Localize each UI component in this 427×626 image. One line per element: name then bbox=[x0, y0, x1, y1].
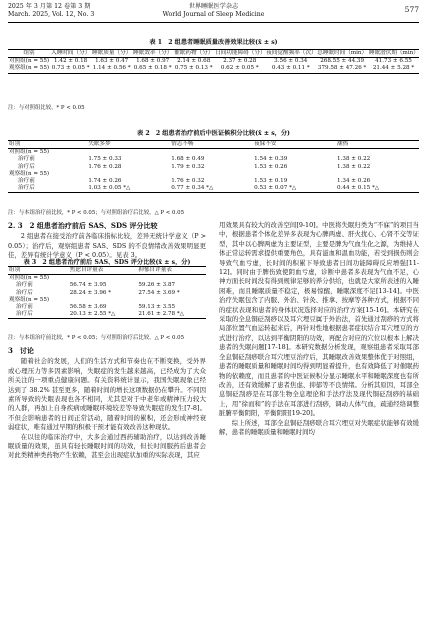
table2-cell bbox=[336, 149, 419, 157]
table2-cell: 1.34 ± 0.26 bbox=[337, 178, 371, 185]
discussion-para-1: 随着社会的发展，人们的生活方式和节奏也在不断变换，受外界或心理压力等多因素影响，失眠症的发生越来越高，已经成为了大众所关注的一项重点健康问题。有关资料统计显示，我国失眠现象已经达到了 38.2% 甚至更多，随着时间的增长这项数据仍在攀升。不同因素所导致的失眠表现也各不相同，尤其是对于中老年或精神压力较大的人群，再加上自身疾病或睡眠环境较差等导致失眠症的发生[7-8]。不但会影响患者的日间正常活动，随着时间的累积，还会形成神经衰弱症状，唯有通过早期的积极干预才能有效改善这种现状。 bbox=[8, 357, 206, 432]
table3-header-1: 焦虑自评量表 bbox=[69, 267, 104, 273]
journal-title bbox=[8, 3, 419, 19]
table2 bbox=[8, 140, 419, 193]
table2-cell bbox=[87, 171, 170, 178]
table2-header-3: 夜寐不安 bbox=[254, 141, 277, 147]
table2-cell: 0.44 ± 0.15 *△ bbox=[337, 185, 380, 192]
table2-group-label: 对照组(n = 55) bbox=[9, 149, 50, 156]
table-row bbox=[8, 58, 419, 66]
table-row bbox=[8, 311, 206, 319]
page-number: 577 bbox=[404, 5, 419, 14]
table2-header-1: 失眠多梦 bbox=[88, 141, 111, 147]
table2-header-2: 情志不畅 bbox=[171, 141, 194, 147]
table3-cell: 20.13 ± 2.55 *△ bbox=[69, 311, 116, 318]
table2-cell: 1.79 ± 0.32 bbox=[171, 163, 205, 170]
table2-cell: 1.38 ± 0.22 bbox=[337, 156, 371, 163]
table3-header-2: 抑郁自评量表 bbox=[138, 267, 172, 273]
table2-cell bbox=[253, 171, 336, 178]
table3-cell: 治疗后 bbox=[16, 311, 33, 318]
table3-cell bbox=[137, 297, 206, 304]
table2-cell bbox=[170, 171, 253, 178]
table1-header-1: 入睡时间（分） bbox=[51, 50, 91, 56]
section-2-3-text: 2 组患者在接受治疗前各临床指标比较，差异无统计学意义（P > 0.05）；治疗后，观察组患者 SAS、SDS 的不良情绪改善效果明显更佳，差异有统计学意义（P < 0.05）。见表 3。 bbox=[8, 232, 206, 260]
table-row bbox=[8, 178, 419, 185]
table3-cell bbox=[69, 275, 138, 283]
table1-header-2: 睡眠质量（分） bbox=[92, 50, 132, 56]
table1-cell: 21.44 ± 5.28 * bbox=[372, 65, 415, 72]
table3-group-label: 对照组(n = 55) bbox=[9, 275, 50, 282]
table1-cell: 1.14 ± 0.56 * bbox=[92, 65, 131, 72]
table2-cell: 治疗后 bbox=[18, 185, 35, 192]
table2-caption: 表 2 2 组患者治疗前后中医证候积分比较(x̄ ± s，分) bbox=[136, 130, 290, 137]
group-row bbox=[8, 149, 419, 157]
table2-cell: 治疗后 bbox=[18, 163, 35, 170]
table1-cell: 1.63 ± 0.47 bbox=[95, 58, 129, 65]
table1-cell: 2.37 ± 0.28 bbox=[223, 58, 257, 65]
table2-header-4: 潮热 bbox=[337, 141, 349, 147]
right-column bbox=[219, 221, 419, 437]
table3-cell: 27.54 ± 3.69 * bbox=[138, 289, 180, 296]
table2-cell bbox=[170, 149, 253, 157]
table1-cell: 268.55 ± 44.39 bbox=[320, 58, 365, 65]
table1-cell: 0.65 ± 0.18 * bbox=[133, 65, 172, 72]
table2-cell: 1.68 ± 0.49 bbox=[171, 156, 205, 163]
table-row bbox=[8, 156, 419, 163]
issue-en: March. 2025, Vol. 12, No. 3 bbox=[8, 11, 95, 18]
discussion-title: 3 讨论 bbox=[8, 346, 34, 355]
group-row bbox=[8, 171, 419, 178]
table-row bbox=[8, 65, 419, 73]
table2-cell: 1.74 ± 0.26 bbox=[88, 178, 122, 185]
table2-cell: 1.53 ± 0.19 bbox=[254, 178, 288, 185]
table-row bbox=[8, 185, 419, 193]
table2-cell: 1.03 ± 0.05 *△ bbox=[88, 185, 131, 192]
table3-caption: 表 3 2 组患者治疗前后 SAS、SDS 评分比较(x̄ ± s，分) bbox=[23, 259, 191, 266]
journal-title-en: World Journal of Sleep Medicine bbox=[162, 11, 265, 18]
table1-header-3: 睡眠效率（分） bbox=[133, 50, 173, 56]
table1-cell: 对照组(n = 55) bbox=[9, 58, 50, 65]
issue-cn: 2025 年 3 月第 12 卷第 3 期 bbox=[8, 3, 91, 10]
table3-cell: 59.26 ± 3.87 bbox=[138, 282, 176, 289]
table1-cell: 2.14 ± 0.68 bbox=[177, 58, 211, 65]
table2-cell: 1.76 ± 0.28 bbox=[88, 163, 122, 170]
table2-group-label: 观察组(n = 55) bbox=[9, 170, 50, 177]
table1-cell: 1.42 ± 0.18 bbox=[54, 58, 88, 65]
table3-cell: 治疗前 bbox=[16, 282, 33, 289]
table3-cell bbox=[137, 275, 206, 283]
left-column bbox=[8, 221, 206, 261]
table2-cell: 1.76 ± 0.32 bbox=[171, 178, 205, 185]
table3-header-0: 组别 bbox=[9, 267, 21, 273]
header-rule bbox=[8, 22, 419, 23]
table1-cell: 1.68 ± 0.97 bbox=[136, 58, 170, 65]
table1-cell: 0.75 ± 0.13 * bbox=[174, 65, 213, 72]
table1-caption: 表 1 2 组患者睡眠质量改善效果比较(x̄ ± s) bbox=[149, 39, 278, 46]
table3-cell: 治疗前 bbox=[16, 304, 33, 311]
group-row bbox=[8, 275, 206, 283]
table3-cell: 治疗后 bbox=[16, 289, 33, 296]
table1-header-7: 总睡眠时间（min） bbox=[317, 50, 368, 56]
table2-cell: 1.54 ± 0.39 bbox=[254, 156, 288, 163]
table2-cell bbox=[87, 149, 170, 157]
table2-cell: 1.75 ± 0.33 bbox=[88, 156, 122, 163]
table2-cell: 1.53 ± 0.26 bbox=[254, 163, 288, 170]
table-row bbox=[8, 290, 206, 297]
table3-note: 注：与本组治疗前比较，* P < 0.05；与对照组治疗后比较，△ P < 0.05 bbox=[8, 335, 185, 341]
table2-cell: 1.38 ± 0.22 bbox=[337, 163, 371, 170]
section-2-3-title: 2. 3 2 组患者治疗前后 SAS、SDS 评分比较 bbox=[8, 221, 158, 230]
table1-header-0: 组别 bbox=[23, 50, 35, 56]
table1-cell: 0.43 ± 0.11 * bbox=[271, 65, 310, 72]
table2-cell: 治疗前 bbox=[18, 156, 35, 163]
table-row bbox=[8, 282, 206, 289]
table2-header-0: 组别 bbox=[9, 141, 21, 147]
table-row bbox=[8, 304, 206, 311]
running-header bbox=[8, 3, 419, 21]
table1 bbox=[8, 49, 419, 74]
table3 bbox=[8, 266, 206, 319]
table3-cell: 59.13 ± 3.55 bbox=[138, 304, 176, 311]
table1-header-8: 睡眠潜伏期（min） bbox=[368, 50, 419, 56]
table2-cell: 0.53 ± 0.07 *△ bbox=[254, 185, 297, 192]
group-row bbox=[8, 297, 206, 304]
table1-cell: 0.62 ± 0.05 * bbox=[220, 65, 259, 72]
table2-cell: 0.77 ± 0.34 *△ bbox=[171, 185, 214, 192]
right-para-1: 用效果具有较大的改善空间[9-10]。中医将失眠归类为“不寐”的项目当中，根据患者个体化差异多表现为心脾两虚、肝火扰心、心肾不交等证型，其中以心脾两虚为主要证型，主要是脾为气血生化之源，为维持人体正常运转需求提供重要角色，具有滋血和温血功能，若受到损伤则会导致气血亏虚，长时间的积累下导致患者日间功能障碍反应增强[11-12]。同时由于脾伤致使阴血亏虚，诊断中患者多表现为气血不足，心神方面长时间没有得到规律足够的养分供给，也就是大家所表述的入睡困难，而且睡眠质量不稳定，极易惊醒，睡眠深度不足[13-14]。中医治疗失眠包含了内服、外治、针灸、推拿、按摩等各种方式，根据不同的症状表现和患者的身体状况选择对应的治疗方案[15-16]。本研究在采取的全息铜砭刮痧以及耳穴埋豆属于外治法，首先通过刮痧的方式将局部位置气血运转起来后，再针对性地根据患者症状结合耳穴埋豆的方式进行治疗，以达到平衡阴阳的功效，再配合对应的穴位以根本上解决患者的失眠问题[17-18]。本研究数据分析发现，观察组患者采取耳部全息铜砭刮痧联合耳穴埋豆治疗后，其睡眠改善效果整体优于对照组，患者的睡眠质量和睡眠时间均得到明显着提升，也有效降低了对催眠药物的依赖度，而且患者的中医证候积分显示睡眠水平和睡眠深度也有所改善，还有效缓解了患者焦虑、抑郁等不良情绪。分析其原因，耳部全息铜砭刮痧是在耳部生物全息理论和手法疗法及现代铜砭刮痧的基础上，用“徐而和”的手法在耳部进行刮痧，调动人体气血，疏通经络调整脏腑平衡阴阳，平衡阴阳[19-20]。 bbox=[219, 221, 419, 418]
table2-note: 注：与本组治疗前比较，* P < 0.05；与对照组治疗后比较，△ P < 0.05 bbox=[8, 210, 185, 216]
table1-cell: 41.73 ± 6.55 bbox=[375, 58, 412, 65]
right-para-2: 综上所述，耳部全息铜砭刮痧联合耳穴埋豆对失眠症状能够有效缓解，患者的睡眠质量和睡眠时间均 bbox=[219, 418, 419, 436]
table1-cell: 0.73 ± 0.05 * bbox=[51, 65, 90, 72]
table3-group-label: 观察组(n = 55) bbox=[9, 296, 50, 303]
table3-cell: 56.74 ± 3.95 bbox=[69, 282, 107, 289]
table1-note: 注：与对照组比较，* P < 0.05 bbox=[8, 105, 85, 111]
table2-cell bbox=[336, 171, 419, 178]
table-row bbox=[8, 164, 419, 171]
journal-title-cn: 世界睡眠医学杂志 bbox=[188, 3, 239, 10]
discussion-para-2: 在以往的临床治疗中，大多会通过西药辅助治疗，以达到改善睡眠质量的效果，虽具有轻长睡眠时间的功效，但长时间服药后患者会对此类精神类药物产生依赖，甚至会出现症状加重的实际表现，其应 bbox=[8, 432, 206, 460]
table3-cell: 56.58 ± 3.69 bbox=[69, 304, 107, 311]
table1-cell: 3.56 ± 0.34 bbox=[274, 58, 308, 65]
table2-cell: 治疗前 bbox=[18, 178, 35, 185]
table3-cell: 21.61 ± 2.78 *△ bbox=[138, 311, 184, 318]
table1-header-5: 日间功能障碍（分） bbox=[215, 50, 266, 56]
table3-cell bbox=[69, 297, 138, 304]
table1-cell: 379.58 ± 47.26 * bbox=[317, 65, 367, 72]
table2-cell bbox=[253, 149, 336, 157]
table1-cell: 观察组(n = 55) bbox=[9, 65, 50, 72]
table3-cell: 28.24 ± 3.96 * bbox=[69, 289, 112, 296]
discussion bbox=[8, 346, 206, 461]
table1-header-4: 催眠药物（分） bbox=[174, 50, 214, 56]
table1-header-6: 夜间觉醒频率（次） bbox=[266, 50, 317, 56]
